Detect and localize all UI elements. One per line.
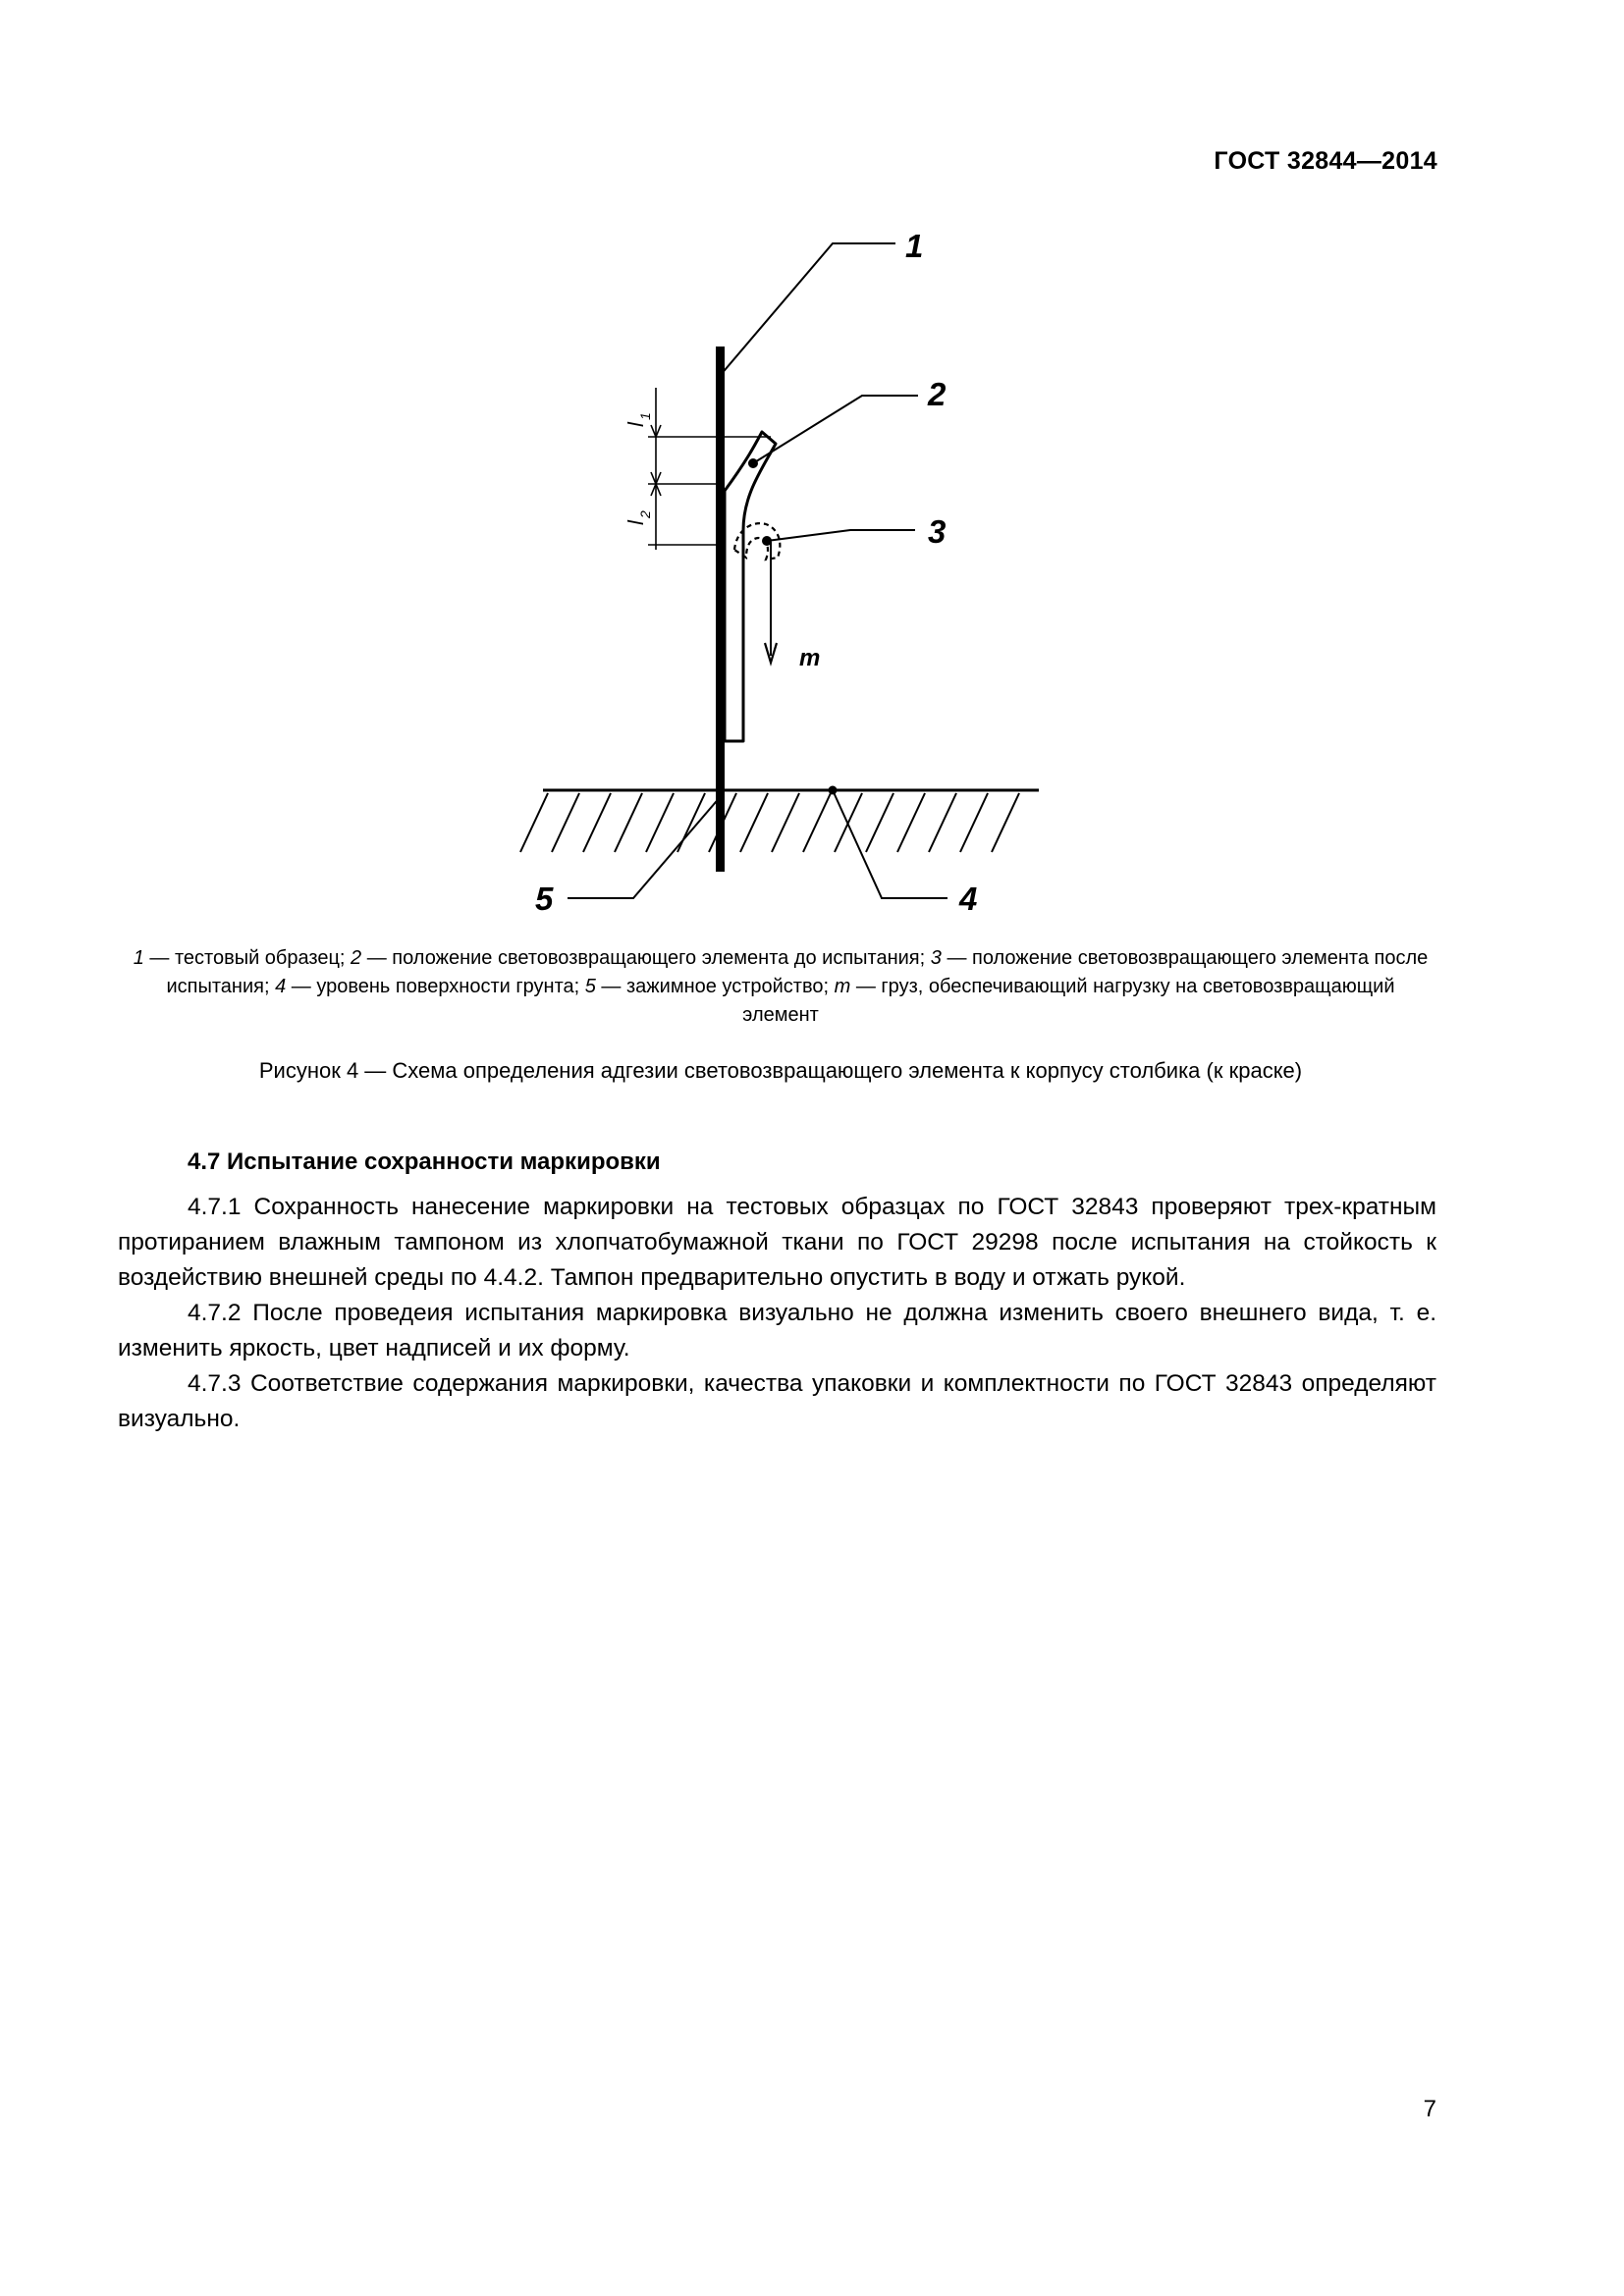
legend-text-3: — положение световозвращающего элемента после испытания;: [166, 947, 1429, 997]
label-4: 4: [959, 881, 978, 917]
legend-key-1: 1: [133, 947, 144, 969]
legend-key-5: 5: [584, 976, 596, 997]
paragraph-4-7-2: 4.7.2 После проведеия испытания маркировка визуально не должна изменить своего внешнего вида, т. е. изменить яркость, цвет надписей и их форму.: [118, 1300, 1436, 1362]
ground-hatching: [520, 793, 1019, 852]
leader-3: [767, 530, 915, 541]
label-l2: l: [623, 520, 648, 525]
leader-5: [568, 795, 722, 898]
legend-text-5: — зажимное устройство;: [595, 976, 835, 997]
page-number: 7: [1423, 2096, 1436, 2122]
label-m: m: [799, 645, 821, 671]
legend-text-1: — тестовый образец;: [143, 947, 352, 969]
leader-1: [720, 243, 895, 376]
label-l1-subscript: 1: [637, 412, 653, 420]
label-2: 2: [928, 376, 947, 412]
label-l2-subscript: 2: [637, 510, 653, 518]
label-1: 1: [905, 228, 924, 264]
legend-text-m: — груз, обеспечивающий нагрузку на световозвращающий элемент: [742, 976, 1395, 1026]
legend-text-4: — уровень поверхности грунта;: [286, 976, 585, 997]
label-3: 3: [928, 513, 947, 550]
leader-4: [833, 790, 947, 898]
figure-4-diagram: [491, 216, 1080, 923]
leader-2: [753, 396, 918, 463]
document-header: ГОСТ 32844—2014: [1214, 147, 1437, 175]
paragraph-4-7-3: 4.7.3 Соответствие содержания маркировки, качества упаковки и комплектности по ГОСТ 32843 определяют визуально.: [118, 1370, 1436, 1432]
figure-legend: [128, 944, 1434, 1030]
legend-key-4: 4: [275, 976, 287, 997]
label-l1: l: [623, 422, 648, 427]
label-5: 5: [535, 881, 554, 917]
legend-key-3: 3: [930, 947, 942, 969]
legend-text-2: — положение световозвращающего элемента до испытания;: [361, 947, 931, 969]
reflective-element-before: [725, 432, 776, 741]
legend-key-2: 2: [351, 947, 362, 969]
figure-caption: Рисунок 4 — Схема определения адгезии световозвращающего элемента к корпусу столбика (к краске): [258, 1058, 1303, 1083]
legend-key-m: m: [834, 976, 851, 997]
section-title: 4.7 Испытание сохранности маркировки: [188, 1148, 661, 1175]
diagram-svg: [491, 216, 1080, 923]
section-body: [118, 1190, 1436, 1437]
paragraph-4-7-1: 4.7.1 Сохранность нанесение маркировки на тестовых образцах по ГОСТ 32843 проверяют трех-кратным протиранием влажным тампоном из хлопчатобумажной ткани по ГОСТ 29298 после испытания на стойкость к воздействию внешней среды по 4.4.2. Тампон предварительно опустить в воду и отжать рукой.: [118, 1194, 1436, 1291]
